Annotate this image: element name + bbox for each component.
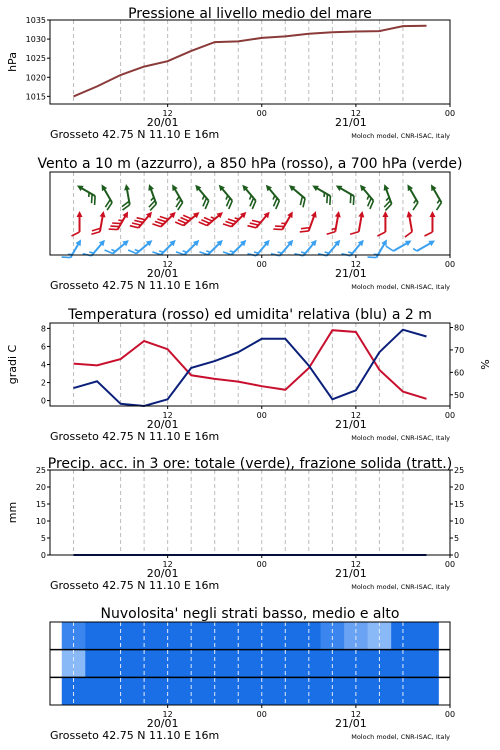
day-label: 21/01 (335, 567, 367, 580)
y-axis-label: mm (6, 501, 19, 524)
wind-barb (199, 206, 225, 230)
wind-barb (189, 183, 213, 209)
x-tick-label: 00 (256, 260, 267, 269)
x-tick-label: 00 (256, 710, 267, 719)
station-location: Grosseto 42.75 N 11.10 E 16m (50, 430, 220, 443)
plot-border (50, 172, 450, 255)
day-label: 20/01 (146, 267, 179, 280)
chart-title: Temperatura (rosso) ed umidita' relativa (blu) a 2 m (68, 307, 432, 323)
plot-border (50, 20, 450, 104)
cloud-cell (85, 677, 109, 705)
wind-barb (109, 207, 131, 234)
panel-5 (50, 606, 455, 742)
panel-3 (6, 307, 492, 443)
y-tick-label: 8 (40, 324, 46, 334)
model-credit: Moloch model, CNR-ISAC, Italy (351, 132, 450, 140)
wind-barb (247, 207, 271, 233)
x-tick-label: 00 (256, 109, 267, 118)
wind-barb (175, 206, 201, 230)
wind-barb (318, 235, 342, 261)
x-tick-label: 12 (350, 411, 361, 420)
wind-barb (152, 206, 177, 231)
panel-2 (37, 156, 462, 292)
wind-barb (295, 235, 319, 261)
plot-border (50, 470, 450, 555)
y-tick-label: 20 (35, 483, 46, 492)
chart-title: Precip. acc. in 3 ore: totale (verde), frazione solida (tratt.) (47, 456, 453, 472)
x-tick-label: 00 (256, 411, 267, 420)
wind-barb (367, 235, 389, 262)
wind-barb (223, 234, 248, 259)
cloud-cell (415, 677, 439, 705)
wind-barb (199, 234, 224, 259)
wind-barb (401, 183, 423, 210)
chart-title: Nuvolosita' negli strati basso, medio e alto (100, 606, 400, 622)
wind-barb (176, 234, 201, 259)
y-axis-label: gradi C (6, 344, 19, 385)
y-tick-label-right: 10 (454, 517, 465, 526)
panel-1 (6, 6, 455, 141)
wind-barb (152, 234, 177, 259)
x-tick-label: 12 (350, 260, 361, 269)
x-tick-label: 00 (444, 560, 456, 569)
y-tick-label: 4 (40, 360, 46, 370)
station-location: Grosseto 42.75 N 11.10 E 16m (50, 579, 220, 592)
y-tick-label: 1030 (25, 35, 46, 45)
wind-barb (342, 235, 366, 261)
x-tick-label: 00 (444, 411, 456, 420)
series-line-2 (74, 330, 427, 406)
chart-title: Vento a 10 m (azzurro), a 850 hPa (rosso), a 700 hPa (verde) (37, 156, 463, 172)
x-tick-label: 12 (162, 109, 173, 118)
chart-title: Pressione al livello medio del mare (128, 6, 372, 22)
day-label: 20/01 (146, 717, 179, 730)
wind-barb (308, 183, 335, 205)
x-tick-label: 12 (162, 411, 173, 420)
wind-barb (83, 235, 107, 261)
cloud-cell (415, 650, 439, 678)
station-location: Grosseto 42.75 N 11.10 E 16m (50, 729, 220, 742)
y-tick-label: 1015 (25, 92, 46, 102)
x-tick-label: 12 (350, 109, 361, 118)
station-location: Grosseto 42.75 N 11.10 E 16m (50, 128, 220, 141)
wind-barb (327, 210, 342, 237)
y-tick-label-right: 0 (454, 551, 460, 560)
day-label: 20/01 (146, 567, 179, 580)
wind-barb (354, 183, 378, 209)
x-tick-label: 12 (162, 560, 173, 569)
wind-barb (386, 234, 413, 256)
x-tick-label: 12 (162, 710, 173, 719)
series-line-1 (74, 330, 427, 399)
x-tick-label: 00 (444, 710, 456, 719)
y-tick-label-right: 50 (454, 390, 465, 400)
wind-barb (91, 210, 106, 237)
series-line-1 (74, 26, 427, 97)
y-tick-label: 0 (40, 551, 46, 560)
wind-barb (236, 183, 260, 209)
model-credit: Moloch model, CNR-ISAC, Italy (351, 283, 450, 291)
day-label: 21/01 (335, 418, 367, 431)
y-tick-label-right: 5 (454, 534, 460, 543)
wind-barb (350, 210, 365, 237)
y-tick-label: 10 (35, 517, 46, 526)
wind-barb (95, 183, 117, 210)
y-tick-label: 0 (40, 396, 46, 406)
y-tick-label-right: 15 (454, 500, 465, 509)
y-tick-label: 25 (35, 466, 46, 475)
x-tick-label: 12 (162, 260, 173, 269)
cloud-cell (85, 650, 109, 678)
y-tick-label: 1035 (25, 16, 46, 25)
x-tick-label: 00 (256, 560, 267, 569)
model-credit: Moloch model, CNR-ISAC, Italy (351, 434, 450, 442)
wind-barb (273, 207, 295, 234)
y-tick-label-right: 80 (454, 323, 465, 333)
y-tick-label: 15 (35, 500, 46, 509)
wind-barb (424, 183, 446, 210)
day-label: 20/01 (146, 116, 179, 129)
wind-barb (424, 211, 435, 236)
wind-barb (73, 183, 100, 205)
day-label: 20/01 (146, 418, 179, 431)
x-tick-label: 00 (444, 260, 456, 269)
y-axis-label: hPa (6, 52, 19, 72)
wind-barb (213, 183, 237, 209)
day-label: 21/01 (335, 267, 367, 280)
wind-barb (260, 183, 284, 209)
model-credit: Moloch model, CNR-ISAC, Italy (351, 733, 450, 741)
y-tick-label: 1020 (25, 73, 46, 83)
station-location: Grosseto 42.75 N 11.10 E 16m (50, 279, 220, 292)
wind-barb (332, 183, 359, 205)
panel-4 (6, 456, 464, 592)
wind-barb (223, 206, 248, 231)
y-tick-label: 1025 (25, 54, 46, 64)
x-tick-label: 12 (350, 560, 361, 569)
x-tick-label: 00 (444, 109, 456, 118)
x-tick-label: 12 (350, 710, 361, 719)
y-tick-label-right: 60 (454, 368, 465, 378)
wind-barb (62, 235, 84, 262)
wind-barb (247, 235, 271, 261)
day-label: 21/01 (335, 116, 367, 129)
y-tick-label-right: 70 (454, 345, 465, 355)
cloud-cell (85, 622, 109, 650)
cloud-cell (415, 622, 439, 650)
day-label: 21/01 (335, 717, 367, 730)
y-tick-label-right: 25 (454, 466, 465, 475)
y-axis-label-right: % (479, 359, 492, 370)
y-tick-label: 5 (40, 534, 46, 543)
wind-barb (284, 183, 310, 207)
wind-barb (413, 237, 436, 255)
wind-barb (271, 235, 295, 261)
y-tick-label: 6 (40, 342, 46, 352)
model-credit: Moloch model, CNR-ISAC, Italy (351, 583, 450, 591)
y-tick-label-right: 20 (454, 483, 465, 492)
wind-barb (165, 183, 187, 210)
y-tick-label: 2 (40, 378, 46, 388)
